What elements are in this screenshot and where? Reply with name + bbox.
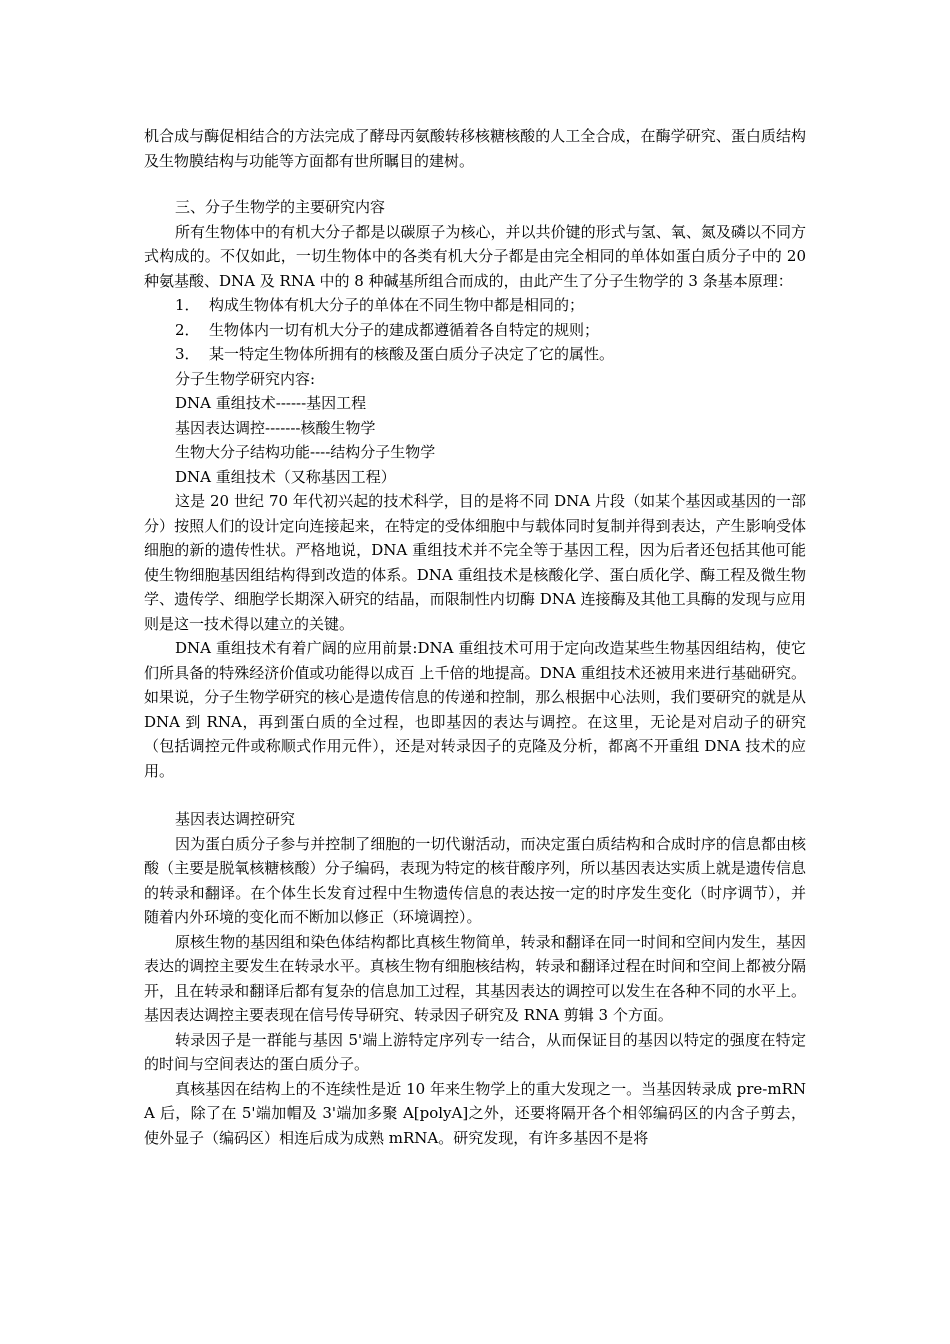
intro-continuation-paragraph: 机合成与酶促相结合的方法完成了酵母丙氨酸转移核糖核酸的人工全合成，在酶学研究、蛋白质结构及生物膜结构与功能等方面都有世所瞩目的建树。 xyxy=(144,127,806,170)
gene-expression-paragraph-1: 因为蛋白质分子参与并控制了细胞的一切代谢活动，而决定蛋白质结构和合成时序的信息都由核酸（主要是脱氧核糖核酸）分子编码，表现为特定的核苷酸序列，所以基因表达实质上就是遗传信息的转录和翻译。在个体生长发育过程中生物遗传信息的表达按一定的时序发生变化（时序调节），并随着内外环境的变化而不断加以修正（环境调控）。 xyxy=(144,834,806,926)
principle-number: 1． xyxy=(175,296,200,314)
document-body xyxy=(144,124,806,1150)
gene-expression-paragraph-3: 转录因子是一群能与基因 5'端上游特定序列专一结合，从而保证目的基因以特定的强度在特定的时间与空间表达的蛋白质分子。 xyxy=(144,1030,806,1073)
principle-text: 某一特定生物体所拥有的核酸及蛋白质分子决定了它的属性。 xyxy=(209,345,615,363)
principle-number: 3． xyxy=(175,345,200,363)
principle-item xyxy=(144,318,806,343)
principle-item xyxy=(144,342,806,367)
principle-item xyxy=(144,293,806,318)
paragraph-spacer xyxy=(144,783,806,807)
paragraph-spacer xyxy=(144,173,806,195)
section-3-paragraph: 所有生物体中的有机大分子都是以碳原子为核心，并以共价键的形式与氢、氧、氮及磷以不同方式构成的。不仅如此，一切生物体中的各类有机大分子都是由完全相同的单体如蛋白质分子中的 20 种氨基酸、DNA 及 RNA 中的 8 种碱基所组合而成的，由此产生了分子生物学的 3 条基本原理： xyxy=(144,222,806,290)
principle-text: 生物体内一切有机大分子的建成都遵循着各自特定的规则； xyxy=(209,320,600,339)
research-content-item: 生物大分子结构功能----结构分子生物学 xyxy=(175,443,436,461)
research-content-item: 基因表达调控-------核酸生物学 xyxy=(175,418,376,437)
gene-expression-heading: 基因表达调控研究 xyxy=(175,810,296,828)
dna-recombination-heading: DNA 重组技术（又称基因工程） xyxy=(175,467,396,486)
principle-number: 2． xyxy=(175,320,200,339)
gene-expression-paragraph-2: 原核生物的基因组和染色体结构都比真核生物简单，转录和翻译在同一时间和空间内发生，基因表达的调控主要发生在转录水平。真核生物有细胞核结构，转录和翻译过程在时间和空间上都被分隔开，且在转录和翻译后都有复杂的信息加工过程，其基因表达的调控可以发生在各种不同的水平上。基因表达调控主要表现在信号传导研究、转录因子研究及 RNA 剪辑 3 个方面。 xyxy=(144,932,806,1024)
dna-recombination-paragraph-1: 这是 20 世纪 70 年代初兴起的技术科学，目的是将不同 DNA 片段（如某个基因或基因的一部分）按照人们的设计定向连接起来，在特定的受体细胞中与载体同时复制并得到表达，产生影响受体细胞的新的遗传性状。严格地说，DNA 重组技术并不完全等于基因工程，因为后者还包括其他可能使生物细胞基因组结构得到改造的体系。DNA 重组技术是核酸化学、蛋白质化学、酶工程及微生物学、遗传学、细胞学长期深入研究的结晶，而限制性内切酶 DNA 连接酶及其他工具酶的发现与应用则是这一技术得以建立的关键。 xyxy=(144,492,806,633)
research-content-label: 分子生物学研究内容: xyxy=(175,369,316,388)
dna-recombination-paragraph-2: DNA 重组技术有着广阔的应用前景:DNA 重组技术可用于定向改造某些生物基因组结构，使它们所具备的特殊经济价值或功能得以成百 上千倍的地提高。DNA 重组技术还被用来进行基础研究。如果说，分子生物学研究的核心是遗传信息的传递和控制，那么根据中心法则，我们要研究的就是从 DNA 到 RNA，再到蛋白质的全过程，也即基因的表达与调控。在这里，无论是对启动子的研究（包括调控元件或称顺式作用元件），还是对转录因子的克隆及分析，都离不开重组 DNA 技术的应用。 xyxy=(144,639,806,780)
principle-text: 构成生物体有机大分子的单体在不同生物中都是相同的； xyxy=(209,296,585,314)
section-3-heading: 三、分子生物学的主要研究内容 xyxy=(175,198,386,216)
research-content-item: DNA 重组技术------基因工程 xyxy=(175,394,367,412)
gene-expression-paragraph-4: 真核基因在结构上的不连续性是近 10 年来生物学上的重大发现之一。当基因转录成 pre-mRNA 后，除了在 5'端加帽及 3'端加多聚 A[polyA]之外，还要将隔开各个相邻编码区的内含子剪去，使外显子（编码区）相连后成为成熟 mRNA。研究发现，有许多基因不是将 xyxy=(144,1079,806,1147)
